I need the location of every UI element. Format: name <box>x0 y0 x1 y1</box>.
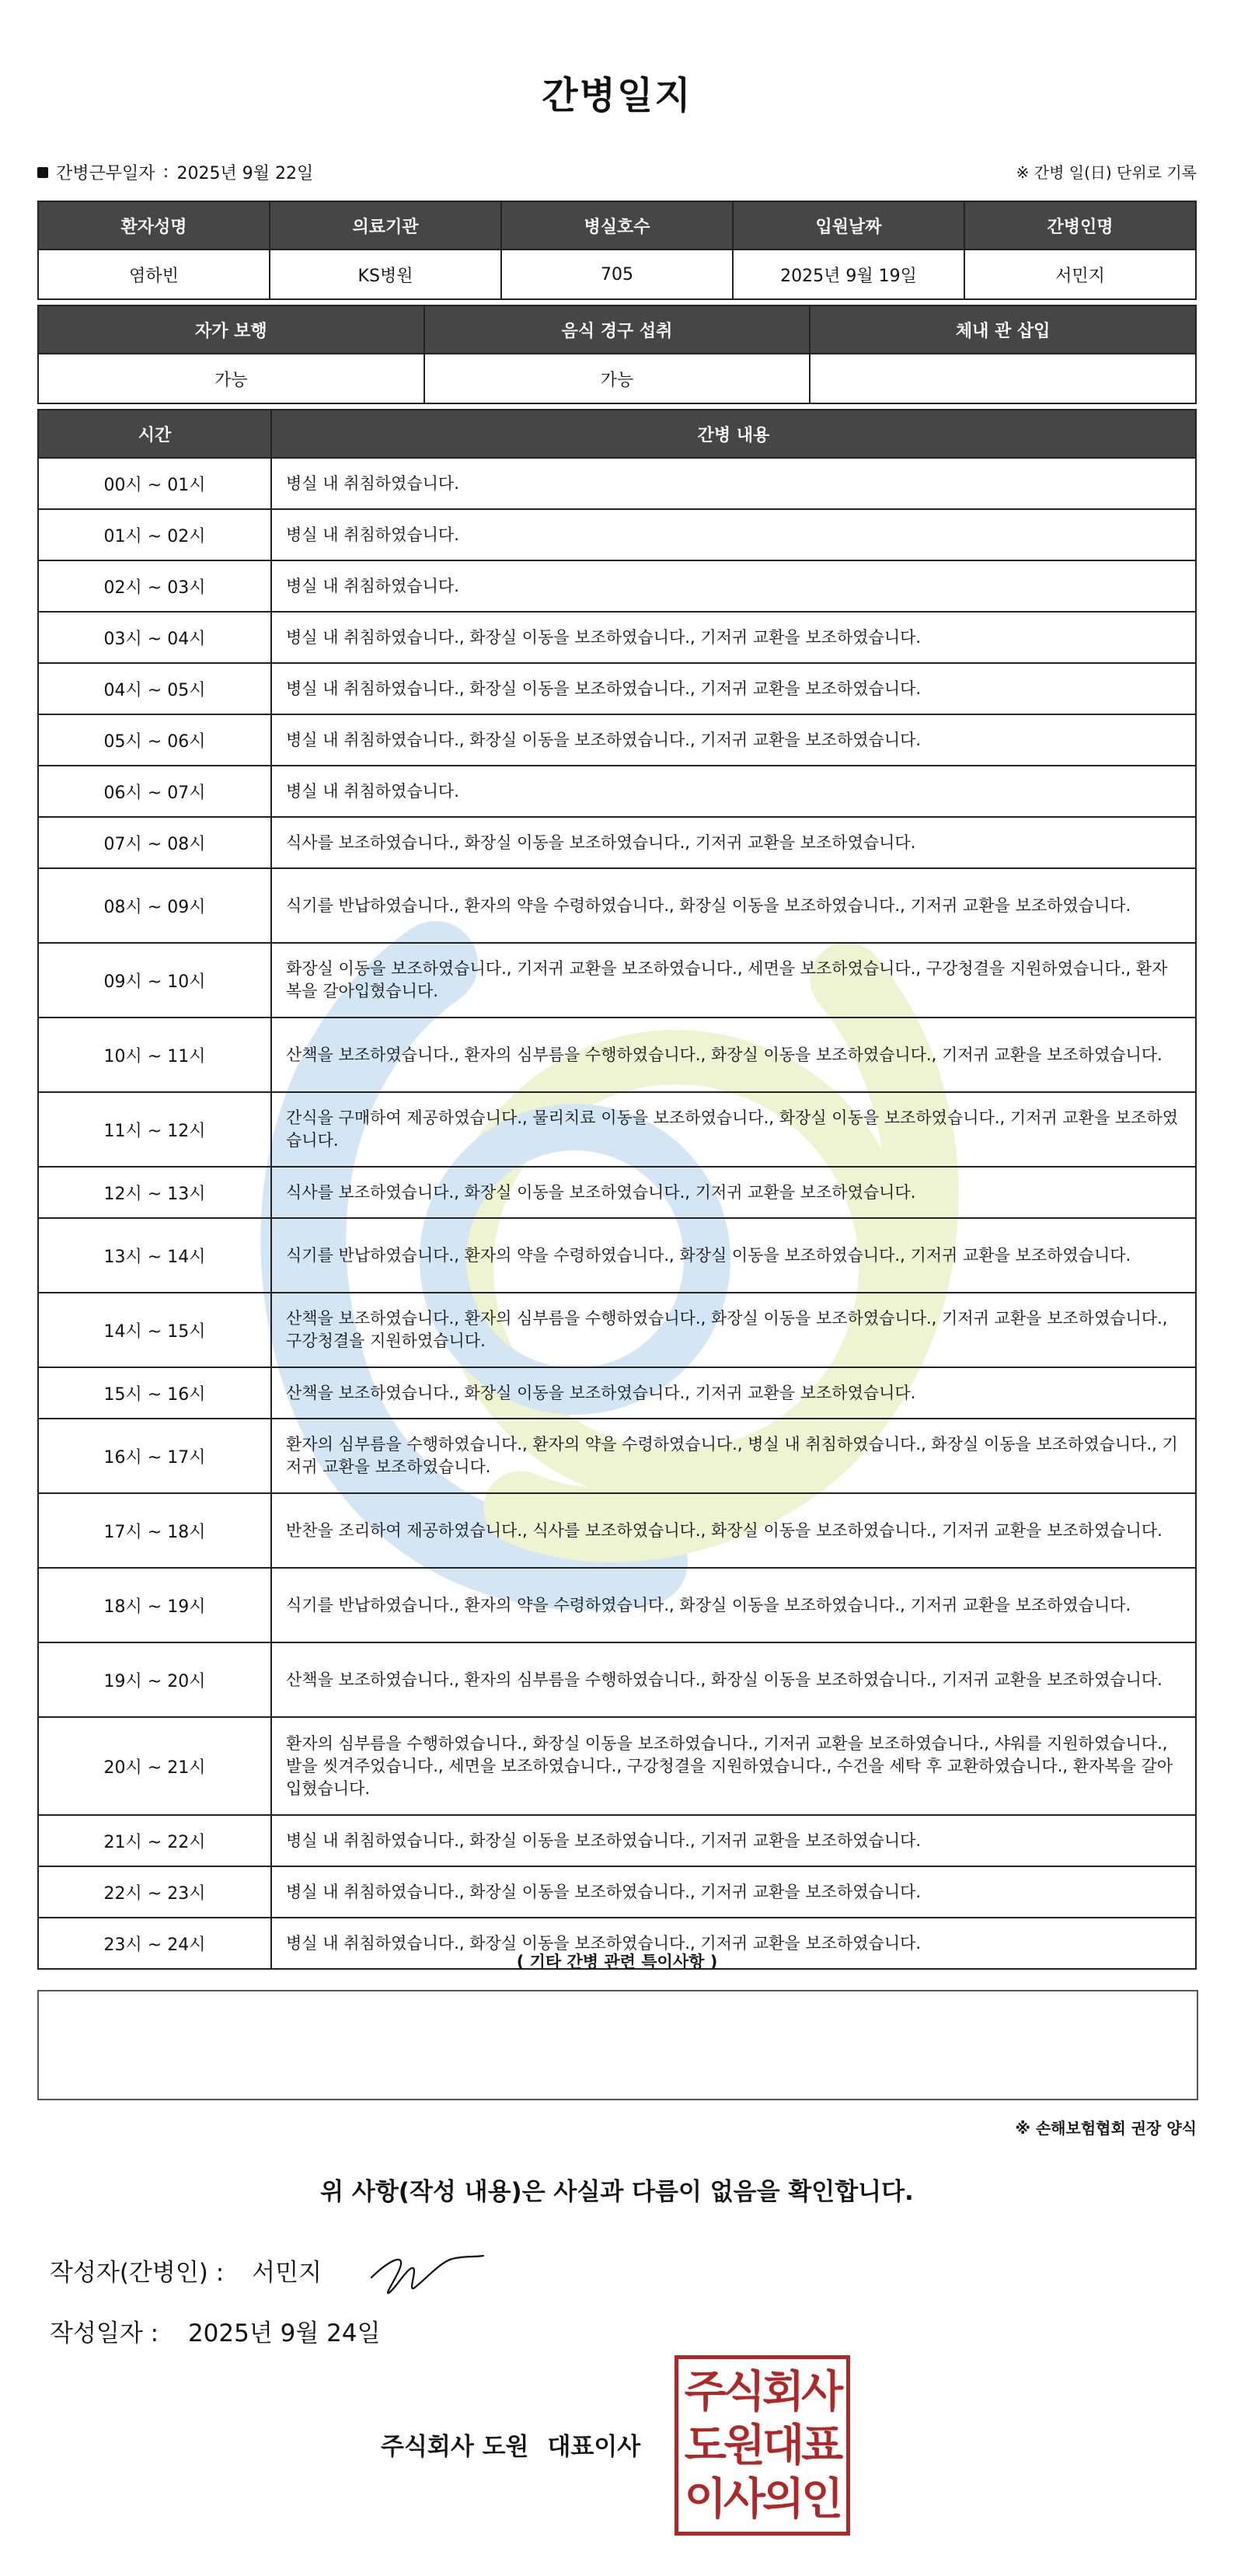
patient-status-value-row <box>38 354 1196 403</box>
time-cell: 01시 ~ 02시 <box>38 509 271 560</box>
confirmation-statement: 위 사항(작성 내용)은 사실과 다름이 없음을 확인합니다. <box>320 2178 914 2206</box>
signature-image <box>365 2239 490 2301</box>
content-cell: 식기를 반납하였습니다., 환자의 약을 수령하였습니다., 화장실 이동을 보조하였습니다., 기저귀 교환을 보조하였습니다. <box>271 1218 1196 1293</box>
patient-info-value-row <box>38 250 1196 299</box>
time-header: 시간 <box>38 410 271 458</box>
content-cell: 병실 내 취침하였습니다. <box>271 766 1196 817</box>
table-row <box>38 1167 1196 1218</box>
time-cell: 03시 ~ 04시 <box>38 612 271 663</box>
caregiver-name-value: 서민지 <box>964 250 1196 299</box>
table-row <box>38 1918 1196 1969</box>
content-cell: 환자의 심부름을 수행하였습니다., 화장실 이동을 보조하였습니다., 기저귀 교환을 보조하였습니다., 샤워를 지원하였습니다., 발을 씻겨주었습니다., 세면을 보조하였습니다., 구강청결을 지원하였습니다., 수건을 세탁 후 교환하였습니다., 환자복을 갈아입혔습니다. <box>271 1717 1196 1815</box>
writer-label: 작성자(간병인) : <box>50 2259 225 2287</box>
patient-status-table <box>37 305 1197 404</box>
content-cell: 환자의 심부름을 수행하였습니다., 환자의 약을 수령하였습니다., 병실 내 취침하였습니다., 화장실 이동을 보조하였습니다., 기저귀 교환을 보조하였습니다. <box>271 1419 1196 1493</box>
table-row <box>38 766 1196 817</box>
table-row <box>38 560 1196 612</box>
content-cell: 산책을 보조하였습니다., 화장실 이동을 보조하였습니다., 기저귀 교환을 보조하였습니다. <box>271 1367 1196 1419</box>
content-cell: 반찬을 조리하여 제공하였습니다., 식사를 보조하였습니다., 화장실 이동을 보조하였습니다., 기저귀 교환을 보조하였습니다. <box>271 1493 1196 1568</box>
content-cell: 병실 내 취침하였습니다., 화장실 이동을 보조하였습니다., 기저귀 교환을 보조하였습니다. <box>271 1866 1196 1918</box>
tube-insertion-header: 체내 관 삽입 <box>810 305 1196 354</box>
content-cell: 병실 내 취침하였습니다. <box>271 509 1196 560</box>
admission-date-value: 2025년 9월 19일 <box>733 250 964 299</box>
content-cell: 식사를 보조하였습니다., 화장실 이동을 보조하였습니다., 기저귀 교환을 보조하였습니다. <box>271 1167 1196 1218</box>
time-cell: 08시 ~ 09시 <box>38 868 271 943</box>
time-cell: 11시 ~ 12시 <box>38 1092 271 1167</box>
time-cell: 05시 ~ 06시 <box>38 714 271 766</box>
table-row <box>38 1815 1196 1866</box>
writer-name: 서민지 <box>252 2259 322 2287</box>
content-cell: 병실 내 취침하였습니다. <box>271 560 1196 612</box>
table-row <box>38 509 1196 560</box>
table-row <box>38 1419 1196 1493</box>
content-cell: 병실 내 취침하였습니다., 화장실 이동을 보조하였습니다., 기저귀 교환을 보조하였습니다. <box>271 714 1196 766</box>
form-note: ※ 손해보험협회 권장 양식 <box>1015 2119 1197 2138</box>
time-cell: 02시 ~ 03시 <box>38 560 271 612</box>
company-line <box>381 2427 640 2462</box>
content-cell: 병실 내 취침하였습니다., 화장실 이동을 보조하였습니다., 기저귀 교환을 보조하였습니다. <box>271 663 1196 714</box>
company-name: 주식회사 도원 <box>381 2433 529 2461</box>
table-row <box>38 612 1196 663</box>
time-cell: 06시 ~ 07시 <box>38 766 271 817</box>
time-cell: 17시 ~ 18시 <box>38 1493 271 1568</box>
content-cell: 산책을 보조하였습니다., 환자의 심부름을 수행하였습니다., 화장실 이동을 보조하였습니다., 기저귀 교환을 보조하였습니다., 구강청결을 지원하였습니다. <box>271 1293 1196 1367</box>
oral-intake-value: 가능 <box>424 354 810 403</box>
table-row <box>38 663 1196 714</box>
time-cell: 10시 ~ 11시 <box>38 1017 271 1092</box>
table-row <box>38 943 1196 1017</box>
table-row <box>38 817 1196 868</box>
document-title: 간병일지 <box>542 74 692 117</box>
time-cell: 15시 ~ 16시 <box>38 1367 271 1419</box>
write-date-line <box>50 2313 381 2348</box>
table-row <box>38 1568 1196 1642</box>
content-cell: 병실 내 취침하였습니다., 화장실 이동을 보조하였습니다., 기저귀 교환을 보조하였습니다. <box>271 1815 1196 1866</box>
table-row <box>38 1717 1196 1815</box>
meta-row <box>37 160 1197 188</box>
time-cell: 20시 ~ 21시 <box>38 1717 271 1815</box>
write-date-label: 작성일자 : <box>50 2319 159 2347</box>
table-row <box>38 1493 1196 1568</box>
notes-title: ( 기타 간병 관련 특이사항 ) <box>516 1953 718 1971</box>
seal-line-3: 이사의인 <box>684 2473 841 2525</box>
time-cell: 09시 ~ 10시 <box>38 943 271 1017</box>
bullet-square-icon <box>37 167 48 178</box>
seal-line-1: 주식회사 <box>684 2366 841 2417</box>
time-cell: 07시 ~ 08시 <box>38 817 271 868</box>
content-cell: 산책을 보조하였습니다., 환자의 심부름을 수행하였습니다., 화장실 이동을 보조하였습니다., 기저귀 교환을 보조하였습니다. <box>271 1017 1196 1092</box>
content-cell: 간식을 구매하여 제공하였습니다., 물리치료 이동을 보조하였습니다., 화장실 이동을 보조하였습니다., 기저귀 교환을 보조하였습니다. <box>271 1092 1196 1167</box>
room-number-value: 705 <box>501 250 733 299</box>
time-cell: 21시 ~ 22시 <box>38 1815 271 1866</box>
hospital-value: KS병원 <box>270 250 501 299</box>
content-cell: 병실 내 취침하였습니다. <box>271 458 1196 509</box>
content-cell: 병실 내 취침하였습니다., 화장실 이동을 보조하였습니다., 기저귀 교환을 보조하였습니다. <box>271 612 1196 663</box>
table-row <box>38 1642 1196 1717</box>
writer-line <box>50 2253 322 2288</box>
time-cell: 00시 ~ 01시 <box>38 458 271 509</box>
table-row <box>38 868 1196 943</box>
company-seal-stamp <box>675 2355 850 2536</box>
time-cell: 04시 ~ 05시 <box>38 663 271 714</box>
patient-info-table <box>37 201 1197 300</box>
table-row <box>38 1017 1196 1092</box>
time-cell: 22시 ~ 23시 <box>38 1866 271 1918</box>
work-date-separator: : <box>162 162 169 182</box>
content-cell: 식기를 반납하였습니다., 환자의 약을 수령하였습니다., 화장실 이동을 보조하였습니다., 기저귀 교환을 보조하였습니다. <box>271 1568 1196 1642</box>
admission-date-header: 입원날짜 <box>733 201 964 250</box>
hospital-header: 의료기관 <box>270 201 501 250</box>
time-cell: 18시 ~ 19시 <box>38 1568 271 1642</box>
unit-note: ※ 간병 일(日) 단위로 기록 <box>1016 163 1197 182</box>
table-row <box>38 458 1196 509</box>
table-row <box>38 1367 1196 1419</box>
caregiver-name-header: 간병인명 <box>964 201 1196 250</box>
table-row <box>38 1092 1196 1167</box>
care-log-table <box>37 409 1197 1970</box>
notes-box <box>37 1990 1198 2100</box>
time-cell: 12시 ~ 13시 <box>38 1167 271 1218</box>
seal-line-2: 도원대표 <box>684 2420 841 2471</box>
time-cell: 19시 ~ 20시 <box>38 1642 271 1717</box>
walking-value: 가능 <box>38 354 424 403</box>
work-date-line <box>37 160 313 184</box>
time-cell: 13시 ~ 14시 <box>38 1218 271 1293</box>
content-cell: 식사를 보조하였습니다., 화장실 이동을 보조하였습니다., 기저귀 교환을 보조하였습니다. <box>271 817 1196 868</box>
walking-header: 자가 보행 <box>38 305 424 354</box>
patient-name-value: 염하빈 <box>38 250 270 299</box>
write-date-value: 2025년 9월 24일 <box>187 2319 381 2347</box>
content-cell: 병실 내 취침하였습니다., 화장실 이동을 보조하였습니다., 기저귀 교환을 보조하였습니다. <box>271 1918 1196 1969</box>
time-cell: 23시 ~ 24시 <box>38 1918 271 1969</box>
table-row <box>38 1218 1196 1293</box>
content-header: 간병 내용 <box>271 410 1196 458</box>
patient-status-header-row <box>38 305 1196 354</box>
patient-info-header-row <box>38 201 1196 250</box>
room-number-header: 병실호수 <box>501 201 733 250</box>
time-cell: 14시 ~ 15시 <box>38 1293 271 1367</box>
content-cell: 화장실 이동을 보조하였습니다., 기저귀 교환을 보조하였습니다., 세면을 보조하였습니다., 구강청결을 지원하였습니다., 환자복을 갈아입혔습니다. <box>271 943 1196 1017</box>
time-cell: 16시 ~ 17시 <box>38 1419 271 1493</box>
table-row <box>38 714 1196 766</box>
tube-insertion-value <box>810 354 1196 403</box>
table-row <box>38 1293 1196 1367</box>
content-cell: 식기를 반납하였습니다., 환자의 약을 수령하였습니다., 화장실 이동을 보조하였습니다., 기저귀 교환을 보조하였습니다. <box>271 868 1196 943</box>
content-cell: 산책을 보조하였습니다., 환자의 심부름을 수행하였습니다., 화장실 이동을 보조하였습니다., 기저귀 교환을 보조하였습니다. <box>271 1642 1196 1717</box>
work-date-label: 간병근무일자 <box>56 164 155 183</box>
table-row <box>38 1866 1196 1918</box>
oral-intake-header: 음식 경구 섭취 <box>424 305 810 354</box>
patient-name-header: 환자성명 <box>38 201 270 250</box>
company-representative: 대표이사 <box>547 2433 641 2461</box>
work-date-value: 2025년 9월 22일 <box>176 164 314 183</box>
care-log-header-row <box>38 410 1196 458</box>
